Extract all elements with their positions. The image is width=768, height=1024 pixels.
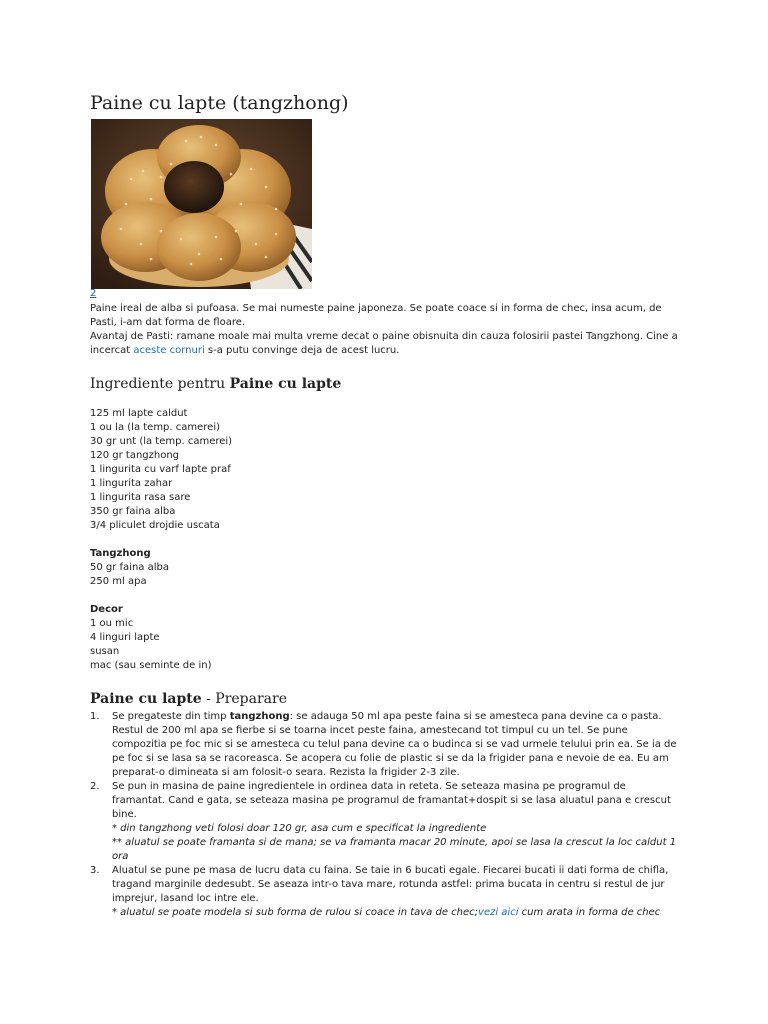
step-note: * din tangzhong veti folosi doar 120 gr, asa cum e specificat la ingrediente	[112, 823, 487, 834]
ingredients-heading	[90, 376, 341, 392]
preparation-heading-bold: Paine cu lapte	[90, 691, 202, 707]
intro-text	[90, 302, 680, 358]
preparation-heading	[90, 691, 287, 707]
step-number: 2.	[90, 781, 100, 792]
step-text: Se pun in masina de paine ingredientele in ordinea data in reteta. Se seteaza masina pe programul de framantat. Cand e gata, se seteaza masina pe programul de framantat+dospit si se lasa aluatul pana e crescut bine.	[112, 781, 671, 820]
note-after-link: cum arata in forma de chec	[518, 907, 661, 918]
list-item: 30 gr unt (la temp. camerei)	[90, 436, 233, 447]
preparation-heading-suffix: - Preparare	[201, 691, 287, 707]
step-text	[112, 710, 680, 780]
step-number: 3.	[90, 865, 100, 876]
ingredients-heading-bold: Paine cu lapte	[229, 376, 342, 392]
cornuri-link[interactable]: aceste cornuri	[133, 345, 205, 356]
decor-subheading: Decor	[90, 604, 123, 615]
list-item: susan	[90, 646, 120, 657]
intro-text-before-link: Avantaj de Pasti: ramane moale mai multa vreme decat o paine obisnuita din cauza folosirii pastei Tangzhong. Cine a incercat	[90, 331, 678, 356]
step-text: Aluatul se pune pe masa de lucru data cu faina. Se taie in 6 bucati egale. Fiecarei bucati ii dati forma de chifla, tragand marginile dedesubt. Se aseaza intr-o tava mare, rotunda astfel: prima bucata in centru si restul de jur imprejur, lasand loc intre ele.	[112, 865, 669, 904]
step-note	[112, 906, 680, 920]
step-2	[90, 780, 680, 864]
list-item: 350 gr faina alba	[90, 506, 176, 517]
intro-paragraph-1: Paine ireal de alba si pufoasa. Se mai numeste paine japoneza. Se poate coace si in forma de chec, insa acum, de Pasti, i-am dat forma de floare.	[90, 303, 662, 328]
list-item: 4 linguri lapte	[90, 632, 160, 643]
list-item: 1 lingurita zahar	[90, 478, 173, 489]
list-item: 125 ml lapte caldut	[90, 408, 188, 419]
step-lead: Se pregateste din timp	[112, 711, 230, 722]
bread-photo	[91, 119, 312, 289]
ingredients-heading-prefix: Ingrediente pentru	[90, 376, 230, 392]
list-item: 1 ou mic	[90, 618, 134, 629]
step-bold: tangzhong	[229, 711, 290, 722]
step-3	[90, 864, 680, 920]
list-item: 3/4 pliculet drojdie uscata	[90, 520, 220, 531]
step-number: 1.	[90, 711, 100, 722]
preparation-steps	[90, 710, 680, 920]
list-item: 1 lingurita cu varf lapte praf	[90, 464, 231, 475]
list-item: 50 gr faina alba	[90, 562, 169, 573]
step-1	[90, 710, 680, 780]
tangzhong-subheading: Tangzhong	[90, 548, 151, 559]
decor-list	[90, 617, 680, 673]
list-item: 120 gr tangzhong	[90, 450, 180, 461]
intro-paragraph-2	[90, 330, 680, 358]
list-item: 1 ou la (la temp. camerei)	[90, 422, 221, 433]
tangzhong-list	[90, 561, 680, 589]
vezi-aici-link[interactable]: vezi aici	[478, 907, 519, 918]
list-item: 250 ml apa	[90, 576, 147, 587]
ingredient-lists	[90, 407, 680, 673]
list-item: 1 lingurita rasa sare	[90, 492, 191, 503]
list-item: mac (sau seminte de in)	[90, 660, 212, 671]
intro-text-after-link: s-a putu convinge deja de acest lucru.	[204, 345, 400, 356]
note-before-link: * aluatul se poate modela si sub forma de rulou si coace in tava de chec;	[112, 907, 479, 918]
step-note: ** aluatul se poate framanta si de mana; se va framanta macar 20 minute, apoi se lasa la crescut la loc caldut 1 ora	[112, 837, 677, 862]
main-ingredients-list	[90, 407, 680, 533]
page-title: Paine cu lapte (tangzhong)	[90, 92, 349, 114]
image-link[interactable]: 2	[90, 288, 97, 299]
step-body: : se adauga 50 ml apa peste faina si se amesteca pana devine ca o pasta. Restul de 200 ml apa se fierbe si se toarna incet peste faina, amestecand tot timpul cu un tel. Se pune compozitia pe foc mic si se amesteca cu telul pana devine ca o budinca si se vad urmele telului prin ea. Se ia de pe foc si se lasa sa se racoreasca. Se acopera cu folie de plastic si se da la frigider pana e nevoie de ea. Eu am preparat-o dimineata si am folosit-o seara. Rezista la frigider 2-3 zile.	[112, 711, 677, 778]
